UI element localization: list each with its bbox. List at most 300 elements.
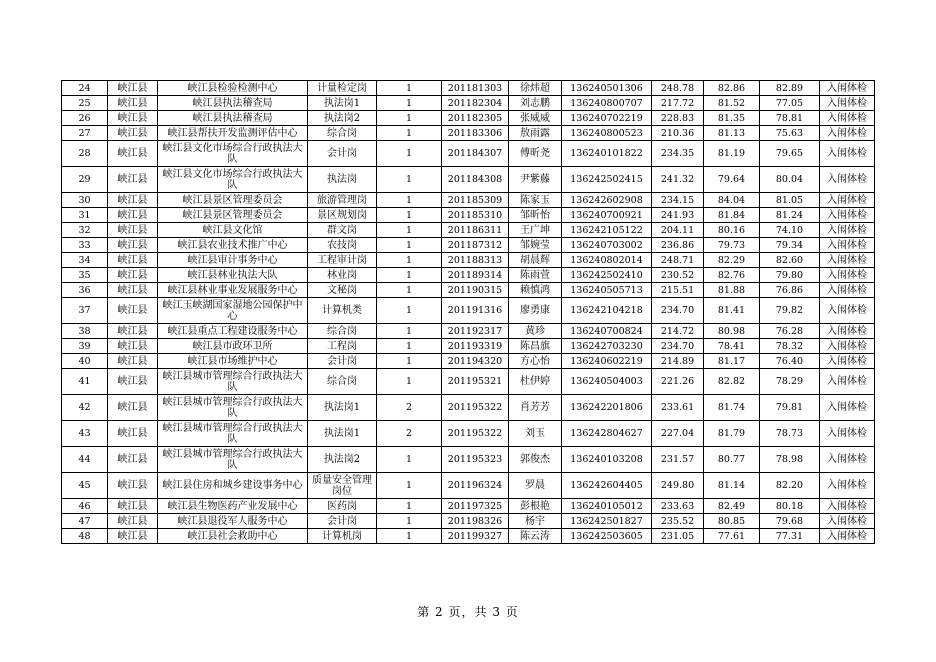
cell-seq: 48 <box>62 529 108 544</box>
cell-written-score: 221.26 <box>652 369 704 395</box>
cell-total-score: 81.05 <box>760 193 820 208</box>
cell-total-score: 80.18 <box>760 499 820 514</box>
cell-unit: 峡江县社会救助中心 <box>158 529 308 544</box>
cell-name: 陈昌旗 <box>509 339 562 354</box>
cell-quota: 1 <box>377 81 442 96</box>
cell-position: 文秘岗 <box>308 283 377 298</box>
cell-total-score: 79.65 <box>760 141 820 167</box>
cell-position-code: 201195322 <box>442 421 509 447</box>
table-row <box>62 395 875 421</box>
cell-total-score: 79.82 <box>760 298 820 324</box>
cell-exam-number: 136242105122 <box>562 223 652 238</box>
cell-seq: 44 <box>62 447 108 473</box>
cell-total-score: 79.81 <box>760 395 820 421</box>
cell-status: 入闱体检 <box>820 141 875 167</box>
cell-position-code: 201191316 <box>442 298 509 324</box>
cell-total-score: 77.05 <box>760 96 820 111</box>
cell-interview-score: 80.85 <box>704 514 760 529</box>
cell-position: 综合岗 <box>308 369 377 395</box>
cell-total-score: 78.29 <box>760 369 820 395</box>
table-row <box>62 339 875 354</box>
cell-written-score: 235.52 <box>652 514 704 529</box>
cell-position: 旅游管理岗 <box>308 193 377 208</box>
cell-interview-score: 81.74 <box>704 395 760 421</box>
cell-position: 林业岗 <box>308 268 377 283</box>
table-row <box>62 208 875 223</box>
cell-quota: 1 <box>377 111 442 126</box>
cell-quota: 1 <box>377 369 442 395</box>
cell-exam-number: 136242602908 <box>562 193 652 208</box>
cell-exam-number: 136240702219 <box>562 111 652 126</box>
results-table <box>61 80 875 544</box>
table-row <box>62 354 875 369</box>
cell-seq: 38 <box>62 324 108 339</box>
cell-seq: 30 <box>62 193 108 208</box>
cell-name: 张威威 <box>509 111 562 126</box>
cell-written-score: 241.32 <box>652 167 704 193</box>
cell-unit: 峡江县帮扶开发监测评估中心 <box>158 126 308 141</box>
cell-county: 峡江县 <box>108 238 158 253</box>
cell-county: 峡江县 <box>108 354 158 369</box>
cell-written-score: 204.11 <box>652 223 704 238</box>
cell-status: 入闱体检 <box>820 369 875 395</box>
cell-name: 王广坤 <box>509 223 562 238</box>
cell-quota: 1 <box>377 238 442 253</box>
cell-position-code: 201193319 <box>442 339 509 354</box>
cell-exam-number: 136240602219 <box>562 354 652 369</box>
cell-position-code: 201182304 <box>442 96 509 111</box>
cell-unit: 峡江县农业技术推广中心 <box>158 238 308 253</box>
cell-quota: 1 <box>377 473 442 499</box>
cell-quota: 1 <box>377 514 442 529</box>
cell-unit: 峡江县生物医药产业发展中心 <box>158 499 308 514</box>
cell-status: 入闱体检 <box>820 395 875 421</box>
cell-position: 综合岗 <box>308 126 377 141</box>
cell-county: 峡江县 <box>108 499 158 514</box>
cell-total-score: 82.89 <box>760 81 820 96</box>
cell-name: 陈云涛 <box>509 529 562 544</box>
cell-interview-score: 81.84 <box>704 208 760 223</box>
cell-seq: 42 <box>62 395 108 421</box>
cell-seq: 33 <box>62 238 108 253</box>
cell-interview-score: 82.86 <box>704 81 760 96</box>
cell-county: 峡江县 <box>108 447 158 473</box>
cell-written-score: 231.05 <box>652 529 704 544</box>
cell-interview-score: 81.52 <box>704 96 760 111</box>
cell-county: 峡江县 <box>108 514 158 529</box>
cell-unit: 峡江县重点工程建设服务中心 <box>158 324 308 339</box>
cell-exam-number: 136240504003 <box>562 369 652 395</box>
cell-written-score: 214.72 <box>652 324 704 339</box>
cell-total-score: 78.81 <box>760 111 820 126</box>
cell-name: 肖芳芳 <box>509 395 562 421</box>
cell-status: 入闱体检 <box>820 421 875 447</box>
cell-unit: 峡江玉峡湖国家湿地公园保护中心 <box>158 298 308 324</box>
cell-written-score: 234.15 <box>652 193 704 208</box>
cell-total-score: 79.34 <box>760 238 820 253</box>
cell-seq: 43 <box>62 421 108 447</box>
cell-status: 入闱体检 <box>820 223 875 238</box>
cell-quota: 1 <box>377 354 442 369</box>
cell-name: 敖雨露 <box>509 126 562 141</box>
cell-status: 入闱体检 <box>820 126 875 141</box>
table-row <box>62 81 875 96</box>
cell-written-score: 236.86 <box>652 238 704 253</box>
cell-interview-score: 81.19 <box>704 141 760 167</box>
cell-interview-score: 79.64 <box>704 167 760 193</box>
cell-status: 入闱体检 <box>820 253 875 268</box>
cell-status: 入闱体检 <box>820 238 875 253</box>
cell-position: 群文岗 <box>308 223 377 238</box>
cell-quota: 1 <box>377 167 442 193</box>
cell-position: 会计岗 <box>308 354 377 369</box>
cell-position-code: 201197325 <box>442 499 509 514</box>
cell-unit: 峡江县检验检测中心 <box>158 81 308 96</box>
cell-name: 杨宇 <box>509 514 562 529</box>
cell-written-score: 210.36 <box>652 126 704 141</box>
table-row <box>62 421 875 447</box>
cell-exam-number: 136240505713 <box>562 283 652 298</box>
cell-written-score: 234.70 <box>652 298 704 324</box>
cell-status: 入闱体检 <box>820 354 875 369</box>
cell-quota: 1 <box>377 223 442 238</box>
cell-county: 峡江县 <box>108 167 158 193</box>
cell-quota: 2 <box>377 421 442 447</box>
cell-interview-score: 80.77 <box>704 447 760 473</box>
cell-seq: 28 <box>62 141 108 167</box>
cell-total-score: 76.28 <box>760 324 820 339</box>
cell-exam-number: 136242503605 <box>562 529 652 544</box>
cell-county: 峡江县 <box>108 111 158 126</box>
cell-written-score: 231.57 <box>652 447 704 473</box>
cell-total-score: 79.80 <box>760 268 820 283</box>
cell-position: 综合岗 <box>308 324 377 339</box>
cell-status: 入闱体检 <box>820 529 875 544</box>
cell-seq: 27 <box>62 126 108 141</box>
cell-position-code: 201184308 <box>442 167 509 193</box>
cell-county: 峡江县 <box>108 223 158 238</box>
cell-written-score: 215.51 <box>652 283 704 298</box>
cell-unit: 峡江县市场维护中心 <box>158 354 308 369</box>
cell-seq: 45 <box>62 473 108 499</box>
table-row <box>62 126 875 141</box>
cell-county: 峡江县 <box>108 141 158 167</box>
cell-interview-score: 81.79 <box>704 421 760 447</box>
cell-written-score: 234.35 <box>652 141 704 167</box>
cell-unit: 峡江县文化馆 <box>158 223 308 238</box>
cell-written-score: 217.72 <box>652 96 704 111</box>
cell-position-code: 201190315 <box>442 283 509 298</box>
cell-written-score: 234.70 <box>652 339 704 354</box>
cell-quota: 2 <box>377 395 442 421</box>
cell-name: 邹昕怡 <box>509 208 562 223</box>
cell-county: 峡江县 <box>108 193 158 208</box>
cell-exam-number: 136240101822 <box>562 141 652 167</box>
cell-total-score: 78.98 <box>760 447 820 473</box>
cell-status: 入闱体检 <box>820 473 875 499</box>
cell-position: 景区规划岗 <box>308 208 377 223</box>
table-row <box>62 111 875 126</box>
cell-interview-score: 84.04 <box>704 193 760 208</box>
cell-name: 尹紫藤 <box>509 167 562 193</box>
cell-position: 执法岗2 <box>308 447 377 473</box>
page-footer: 第 2 页，共 3 页 <box>417 605 519 619</box>
cell-seq: 34 <box>62 253 108 268</box>
cell-position-code: 201195321 <box>442 369 509 395</box>
cell-unit: 峡江县执法稽查局 <box>158 111 308 126</box>
cell-seq: 26 <box>62 111 108 126</box>
cell-seq: 46 <box>62 499 108 514</box>
table-row <box>62 529 875 544</box>
cell-exam-number: 136242502410 <box>562 268 652 283</box>
cell-unit: 峡江县执法稽查局 <box>158 96 308 111</box>
cell-county: 峡江县 <box>108 339 158 354</box>
cell-name: 杜伊婷 <box>509 369 562 395</box>
cell-status: 入闱体检 <box>820 111 875 126</box>
cell-unit: 峡江县景区管理委员会 <box>158 193 308 208</box>
cell-status: 入闱体检 <box>820 499 875 514</box>
cell-interview-score: 81.14 <box>704 473 760 499</box>
cell-quota: 1 <box>377 268 442 283</box>
cell-unit: 峡江县城市管理综合行政执法大队 <box>158 447 308 473</box>
cell-interview-score: 81.88 <box>704 283 760 298</box>
cell-county: 峡江县 <box>108 208 158 223</box>
cell-position-code: 201185310 <box>442 208 509 223</box>
cell-total-score: 78.32 <box>760 339 820 354</box>
cell-position-code: 201196324 <box>442 473 509 499</box>
cell-name: 廖勇康 <box>509 298 562 324</box>
cell-position-code: 201189314 <box>442 268 509 283</box>
cell-quota: 1 <box>377 283 442 298</box>
cell-position-code: 201183306 <box>442 126 509 141</box>
cell-seq: 25 <box>62 96 108 111</box>
table-row <box>62 223 875 238</box>
cell-name: 刘玉 <box>509 421 562 447</box>
cell-seq: 47 <box>62 514 108 529</box>
cell-exam-number: 136240501306 <box>562 81 652 96</box>
cell-status: 入闱体检 <box>820 324 875 339</box>
cell-exam-number: 136240700921 <box>562 208 652 223</box>
cell-written-score: 214.89 <box>652 354 704 369</box>
cell-unit: 峡江县住房和城乡建设事务中心 <box>158 473 308 499</box>
cell-seq: 29 <box>62 167 108 193</box>
cell-county: 峡江县 <box>108 81 158 96</box>
cell-total-score: 77.31 <box>760 529 820 544</box>
cell-position-code: 201198326 <box>442 514 509 529</box>
cell-position: 执法岗1 <box>308 96 377 111</box>
cell-position-code: 201182305 <box>442 111 509 126</box>
cell-name: 陈雨萱 <box>509 268 562 283</box>
cell-county: 峡江县 <box>108 253 158 268</box>
cell-quota: 1 <box>377 447 442 473</box>
cell-position: 会计岗 <box>308 141 377 167</box>
cell-position-code: 201184307 <box>442 141 509 167</box>
cell-position-code: 201195322 <box>442 395 509 421</box>
cell-written-score: 249.80 <box>652 473 704 499</box>
cell-county: 峡江县 <box>108 298 158 324</box>
table-row <box>62 141 875 167</box>
cell-interview-score: 81.35 <box>704 111 760 126</box>
cell-interview-score: 81.41 <box>704 298 760 324</box>
cell-status: 入闱体检 <box>820 447 875 473</box>
cell-interview-score: 79.73 <box>704 238 760 253</box>
cell-unit: 峡江县文化市场综合行政执法大队 <box>158 167 308 193</box>
cell-exam-number: 136242804627 <box>562 421 652 447</box>
cell-interview-score: 82.29 <box>704 253 760 268</box>
cell-name: 方心怡 <box>509 354 562 369</box>
cell-position: 执法岗1 <box>308 395 377 421</box>
cell-status: 入闱体检 <box>820 268 875 283</box>
cell-written-score: 248.71 <box>652 253 704 268</box>
cell-total-score: 78.73 <box>760 421 820 447</box>
cell-position: 计量检定岗 <box>308 81 377 96</box>
cell-unit: 峡江县文化市场综合行政执法大队 <box>158 141 308 167</box>
cell-position: 会计岗 <box>308 514 377 529</box>
cell-seq: 41 <box>62 369 108 395</box>
cell-interview-score: 81.17 <box>704 354 760 369</box>
cell-quota: 1 <box>377 193 442 208</box>
cell-county: 峡江县 <box>108 369 158 395</box>
cell-exam-number: 136242604405 <box>562 473 652 499</box>
cell-position: 工程审计岗 <box>308 253 377 268</box>
cell-quota: 1 <box>377 324 442 339</box>
cell-status: 入闱体检 <box>820 298 875 324</box>
cell-position: 执法岗2 <box>308 111 377 126</box>
cell-total-score: 81.24 <box>760 208 820 223</box>
cell-unit: 峡江县林业执法大队 <box>158 268 308 283</box>
cell-total-score: 76.86 <box>760 283 820 298</box>
cell-exam-number: 136240802014 <box>562 253 652 268</box>
cell-exam-number: 136240800523 <box>562 126 652 141</box>
cell-total-score: 74.10 <box>760 223 820 238</box>
cell-total-score: 80.04 <box>760 167 820 193</box>
cell-written-score: 233.63 <box>652 499 704 514</box>
cell-status: 入闱体检 <box>820 208 875 223</box>
cell-county: 峡江县 <box>108 395 158 421</box>
cell-exam-number: 136240800707 <box>562 96 652 111</box>
cell-seq: 24 <box>62 81 108 96</box>
cell-quota: 1 <box>377 141 442 167</box>
cell-written-score: 233.61 <box>652 395 704 421</box>
table-body <box>62 81 875 544</box>
table-row <box>62 167 875 193</box>
cell-exam-number: 136240105012 <box>562 499 652 514</box>
cell-county: 峡江县 <box>108 529 158 544</box>
cell-position: 质量安全管理岗位 <box>308 473 377 499</box>
cell-interview-score: 77.61 <box>704 529 760 544</box>
cell-unit: 峡江县景区管理委员会 <box>158 208 308 223</box>
table-row <box>62 369 875 395</box>
cell-exam-number: 136242501827 <box>562 514 652 529</box>
cell-quota: 1 <box>377 126 442 141</box>
table-row <box>62 447 875 473</box>
cell-status: 入闱体检 <box>820 81 875 96</box>
table-row <box>62 283 875 298</box>
cell-total-score: 82.20 <box>760 473 820 499</box>
cell-name: 赖慎鸿 <box>509 283 562 298</box>
cell-written-score: 230.52 <box>652 268 704 283</box>
cell-position: 医药岗 <box>308 499 377 514</box>
cell-written-score: 228.83 <box>652 111 704 126</box>
cell-county: 峡江县 <box>108 268 158 283</box>
cell-exam-number: 136242104218 <box>562 298 652 324</box>
cell-interview-score: 82.49 <box>704 499 760 514</box>
cell-written-score: 248.78 <box>652 81 704 96</box>
cell-seq: 39 <box>62 339 108 354</box>
cell-county: 峡江县 <box>108 421 158 447</box>
cell-county: 峡江县 <box>108 473 158 499</box>
cell-unit: 峡江县城市管理综合行政执法大队 <box>158 369 308 395</box>
cell-name: 罗晨 <box>509 473 562 499</box>
cell-position: 执法岗 <box>308 167 377 193</box>
cell-seq: 31 <box>62 208 108 223</box>
cell-quota: 1 <box>377 298 442 324</box>
cell-quota: 1 <box>377 339 442 354</box>
cell-unit: 峡江县退役军人服务中心 <box>158 514 308 529</box>
table-row <box>62 499 875 514</box>
cell-position: 计算机岗 <box>308 529 377 544</box>
cell-exam-number: 136240103208 <box>562 447 652 473</box>
table-row <box>62 514 875 529</box>
cell-seq: 36 <box>62 283 108 298</box>
cell-written-score: 227.04 <box>652 421 704 447</box>
cell-name: 徐炜超 <box>509 81 562 96</box>
cell-exam-number: 136240703002 <box>562 238 652 253</box>
cell-interview-score: 80.98 <box>704 324 760 339</box>
cell-position-code: 201192317 <box>442 324 509 339</box>
cell-status: 入闱体检 <box>820 96 875 111</box>
cell-seq: 37 <box>62 298 108 324</box>
cell-exam-number: 136242502415 <box>562 167 652 193</box>
cell-position-code: 201188313 <box>442 253 509 268</box>
cell-unit: 峡江县市政环卫所 <box>158 339 308 354</box>
cell-status: 入闱体检 <box>820 514 875 529</box>
cell-county: 峡江县 <box>108 126 158 141</box>
cell-written-score: 241.93 <box>652 208 704 223</box>
table-row <box>62 324 875 339</box>
cell-total-score: 82.60 <box>760 253 820 268</box>
cell-unit: 峡江县林业事业发展服务中心 <box>158 283 308 298</box>
cell-interview-score: 78.41 <box>704 339 760 354</box>
cell-exam-number: 136242201806 <box>562 395 652 421</box>
cell-name: 傅昕尧 <box>509 141 562 167</box>
cell-position: 工程岗 <box>308 339 377 354</box>
cell-status: 入闱体检 <box>820 167 875 193</box>
cell-name: 彭根艳 <box>509 499 562 514</box>
table-row <box>62 193 875 208</box>
cell-quota: 1 <box>377 253 442 268</box>
cell-seq: 35 <box>62 268 108 283</box>
table-row <box>62 473 875 499</box>
cell-interview-score: 81.13 <box>704 126 760 141</box>
cell-status: 入闱体检 <box>820 283 875 298</box>
cell-position: 农技岗 <box>308 238 377 253</box>
table-row <box>62 298 875 324</box>
cell-name: 郭俊杰 <box>509 447 562 473</box>
cell-unit: 峡江县审计事务中心 <box>158 253 308 268</box>
cell-status: 入闱体检 <box>820 193 875 208</box>
cell-position-code: 201187312 <box>442 238 509 253</box>
cell-name: 刘志鹏 <box>509 96 562 111</box>
cell-total-score: 75.63 <box>760 126 820 141</box>
cell-quota: 1 <box>377 208 442 223</box>
cell-unit: 峡江县城市管理综合行政执法大队 <box>158 395 308 421</box>
cell-county: 峡江县 <box>108 324 158 339</box>
cell-interview-score: 82.82 <box>704 369 760 395</box>
table-row <box>62 96 875 111</box>
cell-position-code: 201195323 <box>442 447 509 473</box>
cell-position: 计算机类 <box>308 298 377 324</box>
